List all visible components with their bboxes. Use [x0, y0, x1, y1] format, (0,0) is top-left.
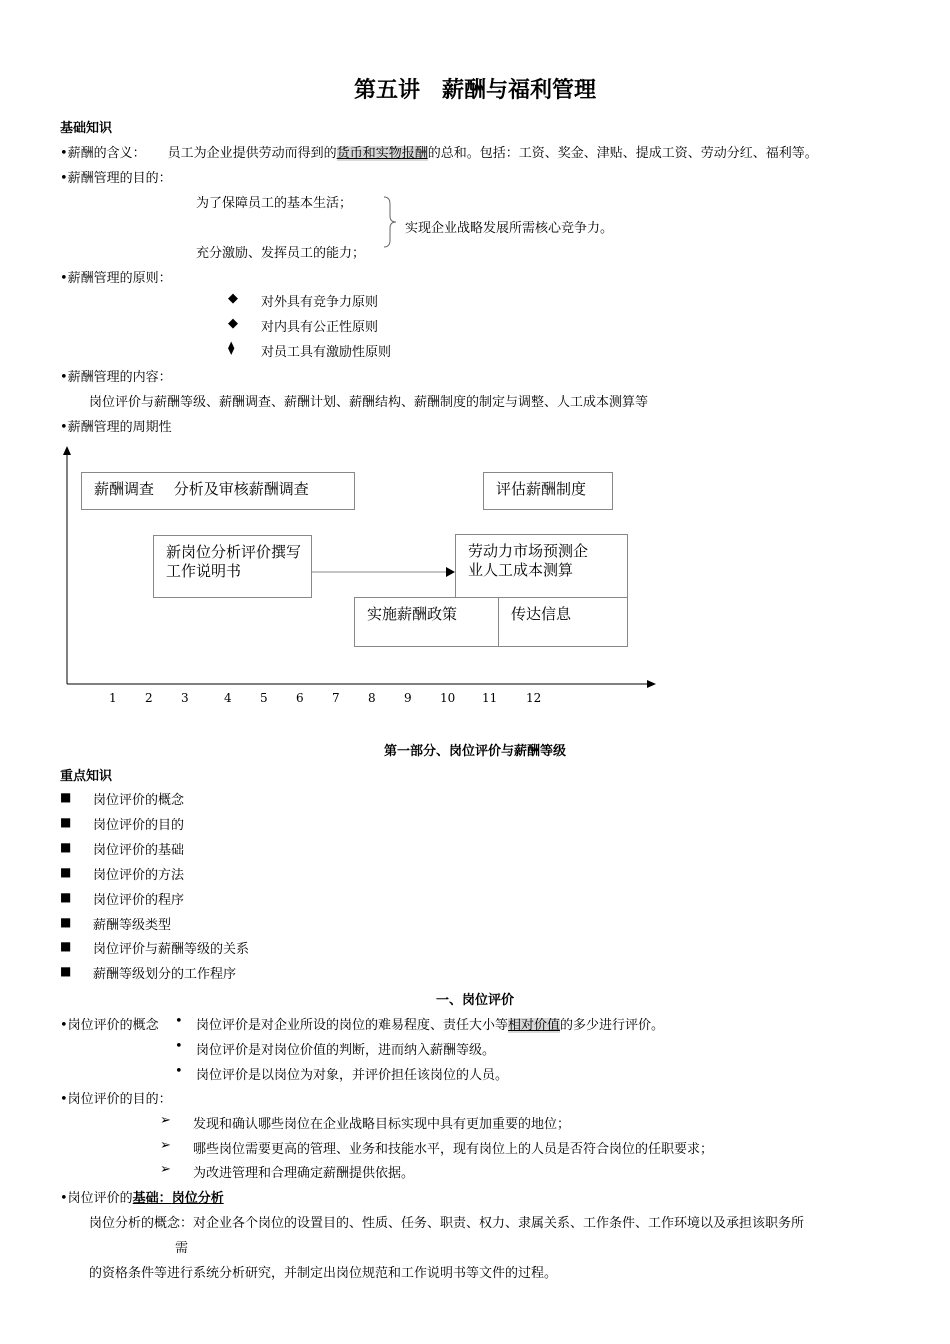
square-bullet-icon: ■ [60, 939, 72, 953]
purpose-line2: 充分激励、发挥员工的能力； [196, 246, 366, 261]
dot-bullet-icon: • [175, 1064, 183, 1079]
basis-line [60, 1187, 224, 1206]
purpose-line1: 为了保障员工的基本生活； [196, 196, 353, 211]
box-salary-survey: 薪酬调查 分析及审核薪酬调查 [81, 472, 355, 510]
content-label: •薪酬管理的内容： [60, 370, 172, 385]
box-job-analysis: 新岗位分析评价撰写工作说明书 [153, 535, 312, 598]
key-item: 岗位评价的程序 [93, 893, 185, 908]
basis-bold2: 岗位分析 [171, 1191, 224, 1206]
page-title: 第五讲 薪酬与福利管理 [353, 78, 596, 103]
meaning-post: 的总和。包括：工资、奖金、津贴、提成工资、劳动分红、福利等。 [427, 146, 818, 161]
box-labor-market: 劳动力市场预测企业人工成本测算 [455, 534, 628, 598]
tick-label: 8 [368, 691, 376, 705]
job-analysis-concept-line2: 的资格条件等进行系统分析研究，并制定出岗位规范和工作说明书等文件的过程。 [89, 1266, 558, 1281]
square-bullet-icon: ■ [60, 964, 72, 978]
key-item: 薪酬等级类型 [93, 918, 172, 933]
principle-bullet-icon: ◆ [228, 316, 238, 331]
tick-label: 10 [440, 691, 456, 705]
concept-line1 [196, 1014, 664, 1033]
concept-line2: 岗位评价是对岗位价值的判断，进而纳入薪酬等级。 [196, 1043, 496, 1058]
job-analysis-concept-line1: 岗位分析的概念：对企业各个岗位的设置目的、性质、任务、职责、权力、隶属关系、工作条件、工作环境以及承担该职务所 [89, 1216, 805, 1231]
principle-item: 对外具有竞争力原则 [261, 295, 379, 310]
section-basic-heading: 基础知识 [60, 121, 113, 136]
tick-label: 12 [526, 691, 542, 705]
tick-label: 4 [224, 691, 232, 705]
meaning-highlight: 货币和实物报酬 [336, 146, 428, 161]
principle-bullet-icon: ⧫ [228, 341, 235, 356]
section1-title: 一、岗位评价 [435, 993, 514, 1008]
box-evaluate-system: 评估薪酬制度 [483, 472, 613, 510]
dot-bullet-icon: • [175, 1039, 183, 1054]
key-item: 薪酬等级划分的工作程序 [93, 967, 237, 982]
key-item: 岗位评价与薪酬等级的关系 [93, 942, 250, 957]
tick-label: 5 [260, 691, 268, 705]
concept-line1-pre: 岗位评价是对企业所设的岗位的难易程度、责任大小等 [196, 1018, 509, 1033]
square-bullet-icon: ■ [60, 790, 72, 804]
arrow-bullet-icon: ➢ [160, 1113, 171, 1128]
box-implement-policy: 实施薪酬政策 [354, 597, 499, 647]
tick-label: 7 [332, 691, 340, 705]
eval-purpose-label: •岗位评价的目的： [60, 1092, 172, 1107]
dot-bullet-icon: • [175, 1014, 183, 1029]
tick-label: 2 [145, 691, 153, 705]
square-bullet-icon: ■ [60, 890, 72, 904]
meaning-label: •薪酬的含义： [60, 146, 146, 161]
content-text: 岗位评价与薪酬等级、薪酬调查、薪酬计划、薪酬结构、薪酬制度的制定与调整、人工成本测算等 [89, 395, 649, 410]
basis-bold1: 基础： [132, 1191, 172, 1206]
arrow-bullet-icon: ➢ [160, 1138, 171, 1153]
square-bullet-icon: ■ [60, 865, 72, 879]
principle-item: 对员工具有激励性原则 [261, 345, 392, 360]
square-bullet-icon: ■ [60, 815, 72, 829]
tick-label: 1 [109, 691, 117, 705]
meaning-pre: 员工为企业提供劳动而得到的 [167, 146, 337, 161]
box-communicate: 传达信息 [498, 597, 628, 647]
tick-label: 9 [404, 691, 412, 705]
part1-title: 第一部分、岗位评价与薪酬等级 [383, 744, 566, 759]
basis-label: •岗位评价的 [60, 1191, 133, 1206]
concept-label: •岗位评价的概念 [60, 1018, 159, 1033]
eval-purpose-item: 哪些岗位需要更高的管理、业务和技能水平，现有岗位上的人员是否符合岗位的任职要求； [193, 1142, 714, 1157]
tick-label: 6 [296, 691, 304, 705]
key-item: 岗位评价的目的 [93, 818, 185, 833]
concept-highlight: 相对价值 [508, 1018, 561, 1033]
purpose-label: •薪酬管理的目的： [60, 171, 172, 186]
principle-bullet-icon: ◆ [228, 291, 238, 306]
principle-item: 对内具有公正性原则 [261, 320, 379, 335]
job-analysis-concept-wrap: 需 [175, 1241, 189, 1256]
brace-icon [380, 196, 400, 248]
concept-line1-post: 的多少进行评价。 [560, 1018, 665, 1033]
tick-label: 3 [181, 691, 189, 705]
key-item: 岗位评价的方法 [93, 868, 185, 883]
salary-meaning [60, 142, 818, 161]
key-knowledge-heading: 重点知识 [60, 769, 113, 784]
square-bullet-icon: ■ [60, 840, 72, 854]
key-item: 岗位评价的概念 [93, 793, 185, 808]
tick-label: 11 [482, 691, 498, 705]
principles-label: •薪酬管理的原则： [60, 271, 172, 286]
concept-line3: 岗位评价是以岗位为对象，并评价担任该岗位的人员。 [196, 1068, 509, 1083]
cycle-label: •薪酬管理的周期性 [60, 420, 172, 435]
purpose-result: 实现企业战略发展所需核心竞争力。 [405, 221, 614, 236]
key-item: 岗位评价的基础 [93, 843, 185, 858]
square-bullet-icon: ■ [60, 915, 72, 929]
eval-purpose-item: 为改进管理和合理确定薪酬提供依据。 [193, 1166, 415, 1181]
arrow-bullet-icon: ➢ [160, 1162, 171, 1177]
eval-purpose-item: 发现和确认哪些岗位在企业战略目标实现中具有更加重要的地位； [193, 1117, 571, 1132]
